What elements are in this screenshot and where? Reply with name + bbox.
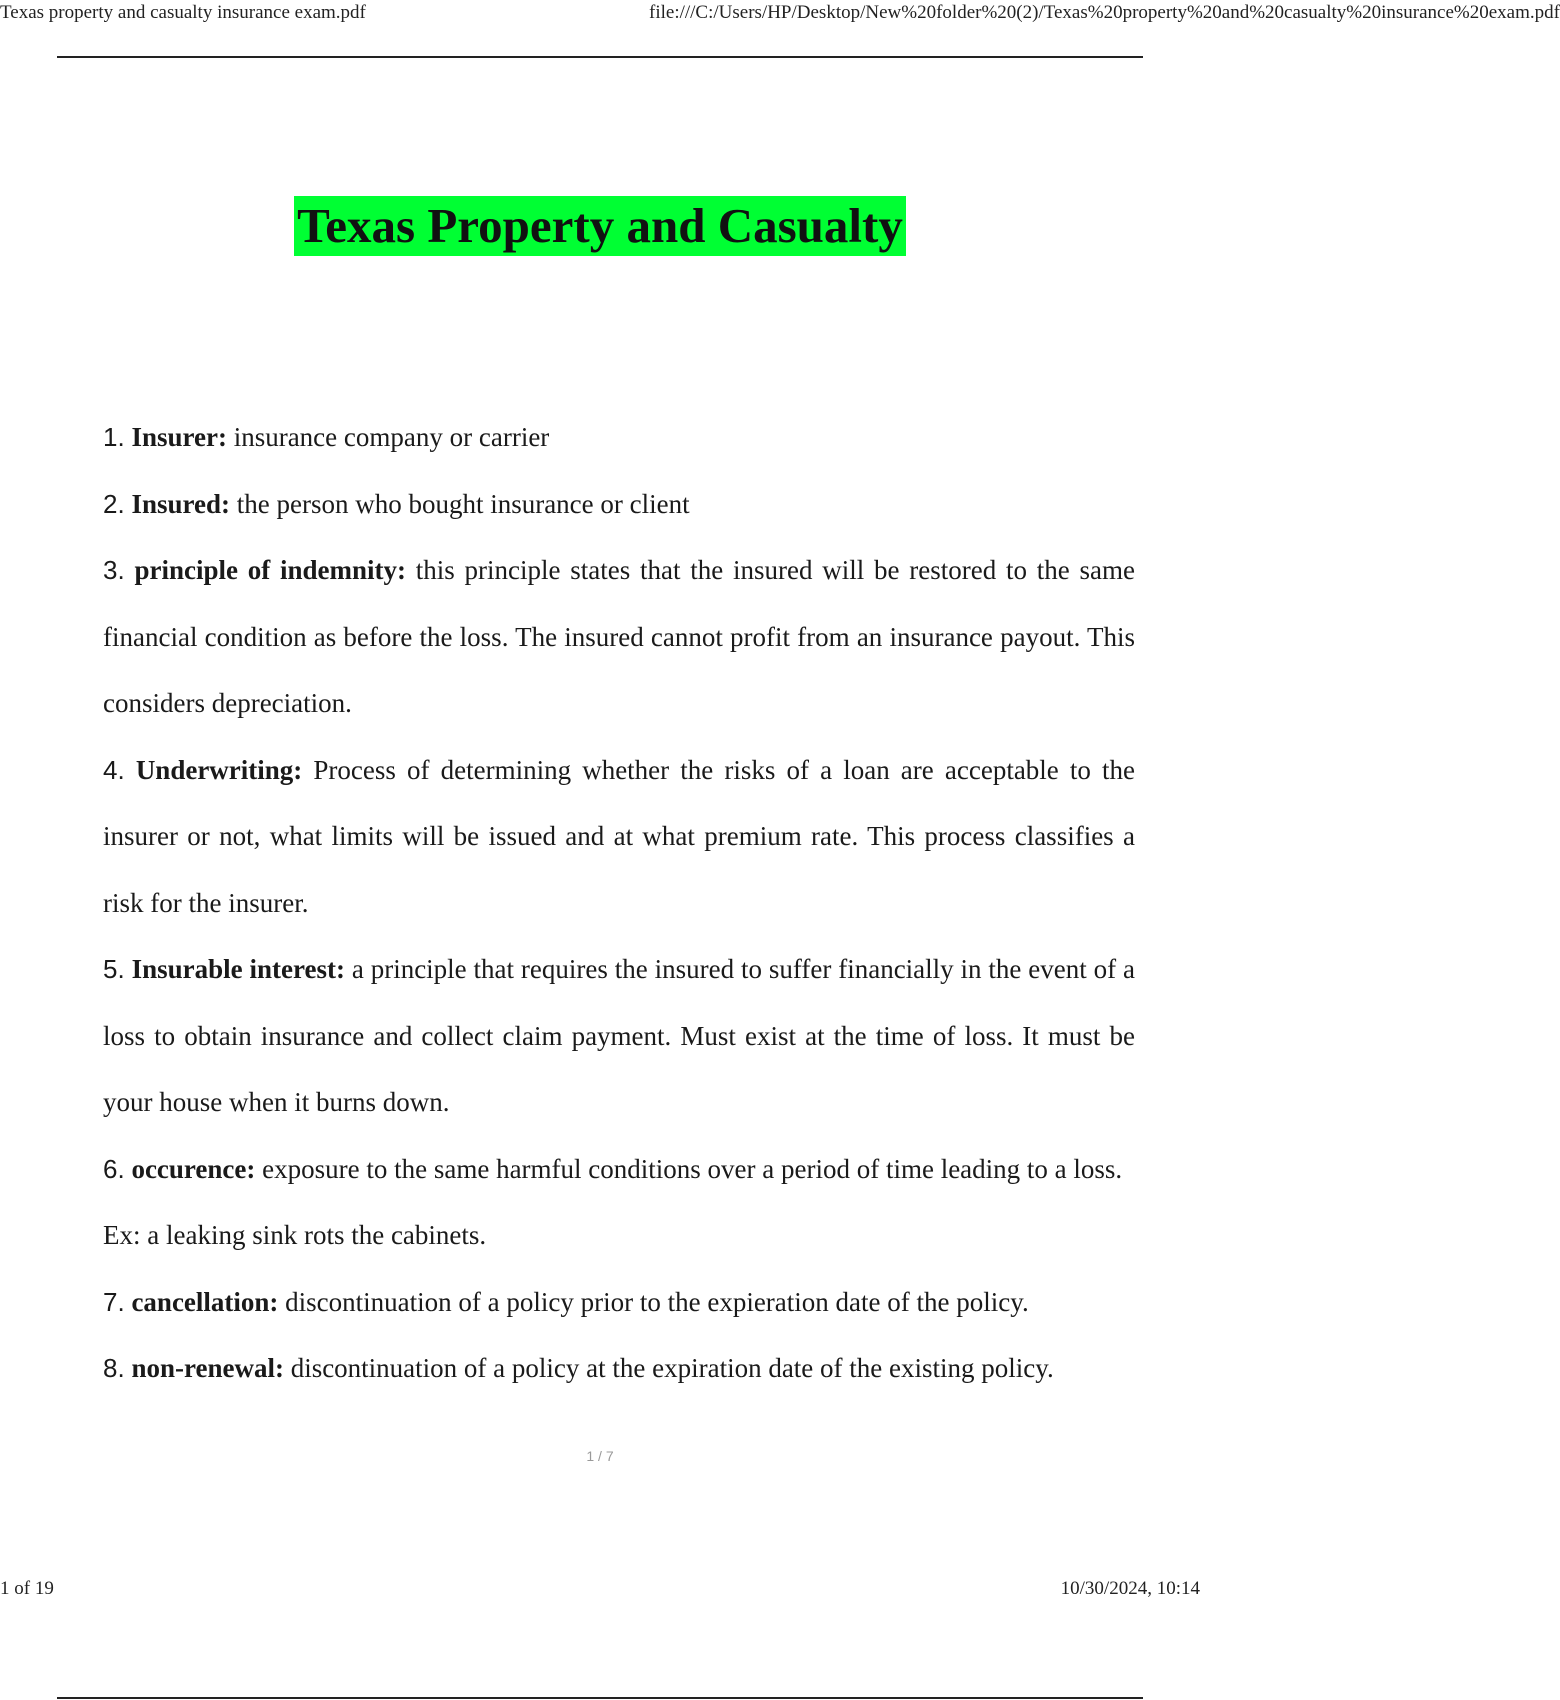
print-footer-datetime: 10/30/2024, 10:14	[1060, 1578, 1200, 1599]
term-number: 3.	[103, 555, 125, 585]
document-title: Texas Property and Casualty	[294, 196, 906, 256]
term-name: Insured:	[131, 488, 230, 519]
page-counter: 1 / 7	[586, 1448, 614, 1464]
term-name: Insurer:	[131, 422, 227, 452]
term-definition: insurance company or carrier	[226, 422, 550, 452]
title-block	[0, 196, 1200, 256]
term-name: non-renewal:	[131, 1353, 284, 1383]
term-definition: a principle that requires the insured to suffer financially in the event of a loss to obtain insurance and collect claim payment. Must exist at the time of loss. It must be your house when it burns down.	[103, 954, 1135, 1117]
term-name: Insurable interest:	[131, 954, 345, 984]
term-definition: the person who bought insurance or client	[229, 488, 690, 519]
term-name: principle of indemnity:	[134, 555, 406, 585]
term-definition: Process of determining whether the risks of a loan are acceptable to the insurer or not, what limits will be issued and at what premium rate. This process classifies a risk for the insurer.	[103, 754, 1136, 918]
term-item	[103, 537, 1135, 737]
term-definition: discontinuation of a policy prior to the expieration date of the policy.	[278, 1286, 1029, 1317]
header-divider	[57, 56, 1143, 58]
footer-divider	[57, 1697, 1143, 1699]
term-name: Underwriting:	[135, 754, 303, 785]
term-item	[103, 1269, 1135, 1336]
term-list	[103, 404, 1135, 1402]
term-item	[103, 471, 1135, 538]
print-header-file-name: Texas property and casualty insurance exam.pdf	[0, 2, 366, 23]
term-item	[103, 1136, 1135, 1269]
term-definition: exposure to the same harmful conditions over a period of time leading to a loss. Ex: a leaking sink rots the cabinets.	[103, 1153, 1123, 1250]
term-number: 7.	[103, 1286, 125, 1317]
term-number: 4.	[103, 754, 125, 785]
term-number: 1.	[103, 422, 125, 452]
term-item	[103, 737, 1135, 937]
term-item	[103, 936, 1135, 1136]
term-definition: discontinuation of a policy at the expiration date of the existing policy.	[283, 1353, 1054, 1383]
term-item	[103, 404, 1135, 471]
print-header-file-url: file:///C:/Users/HP/Desktop/New%20folder%20(2)/Texas%20property%20and%20casualty%20insurance%20exam.pdf	[649, 2, 1560, 23]
term-name: occurence:	[131, 1153, 256, 1184]
print-footer-page-of: 1 of 19	[0, 1578, 54, 1599]
term-definition: this principle states that the insured will be restored to the same financial condition as before the loss. The insured cannot profit from an insurance payout. This considers depreciation.	[103, 555, 1135, 718]
term-number: 6.	[103, 1153, 125, 1184]
term-number: 8.	[103, 1353, 125, 1383]
term-number: 5.	[103, 954, 125, 984]
term-item	[103, 1335, 1135, 1402]
term-number: 2.	[103, 488, 125, 519]
term-name: cancellation:	[131, 1286, 279, 1317]
